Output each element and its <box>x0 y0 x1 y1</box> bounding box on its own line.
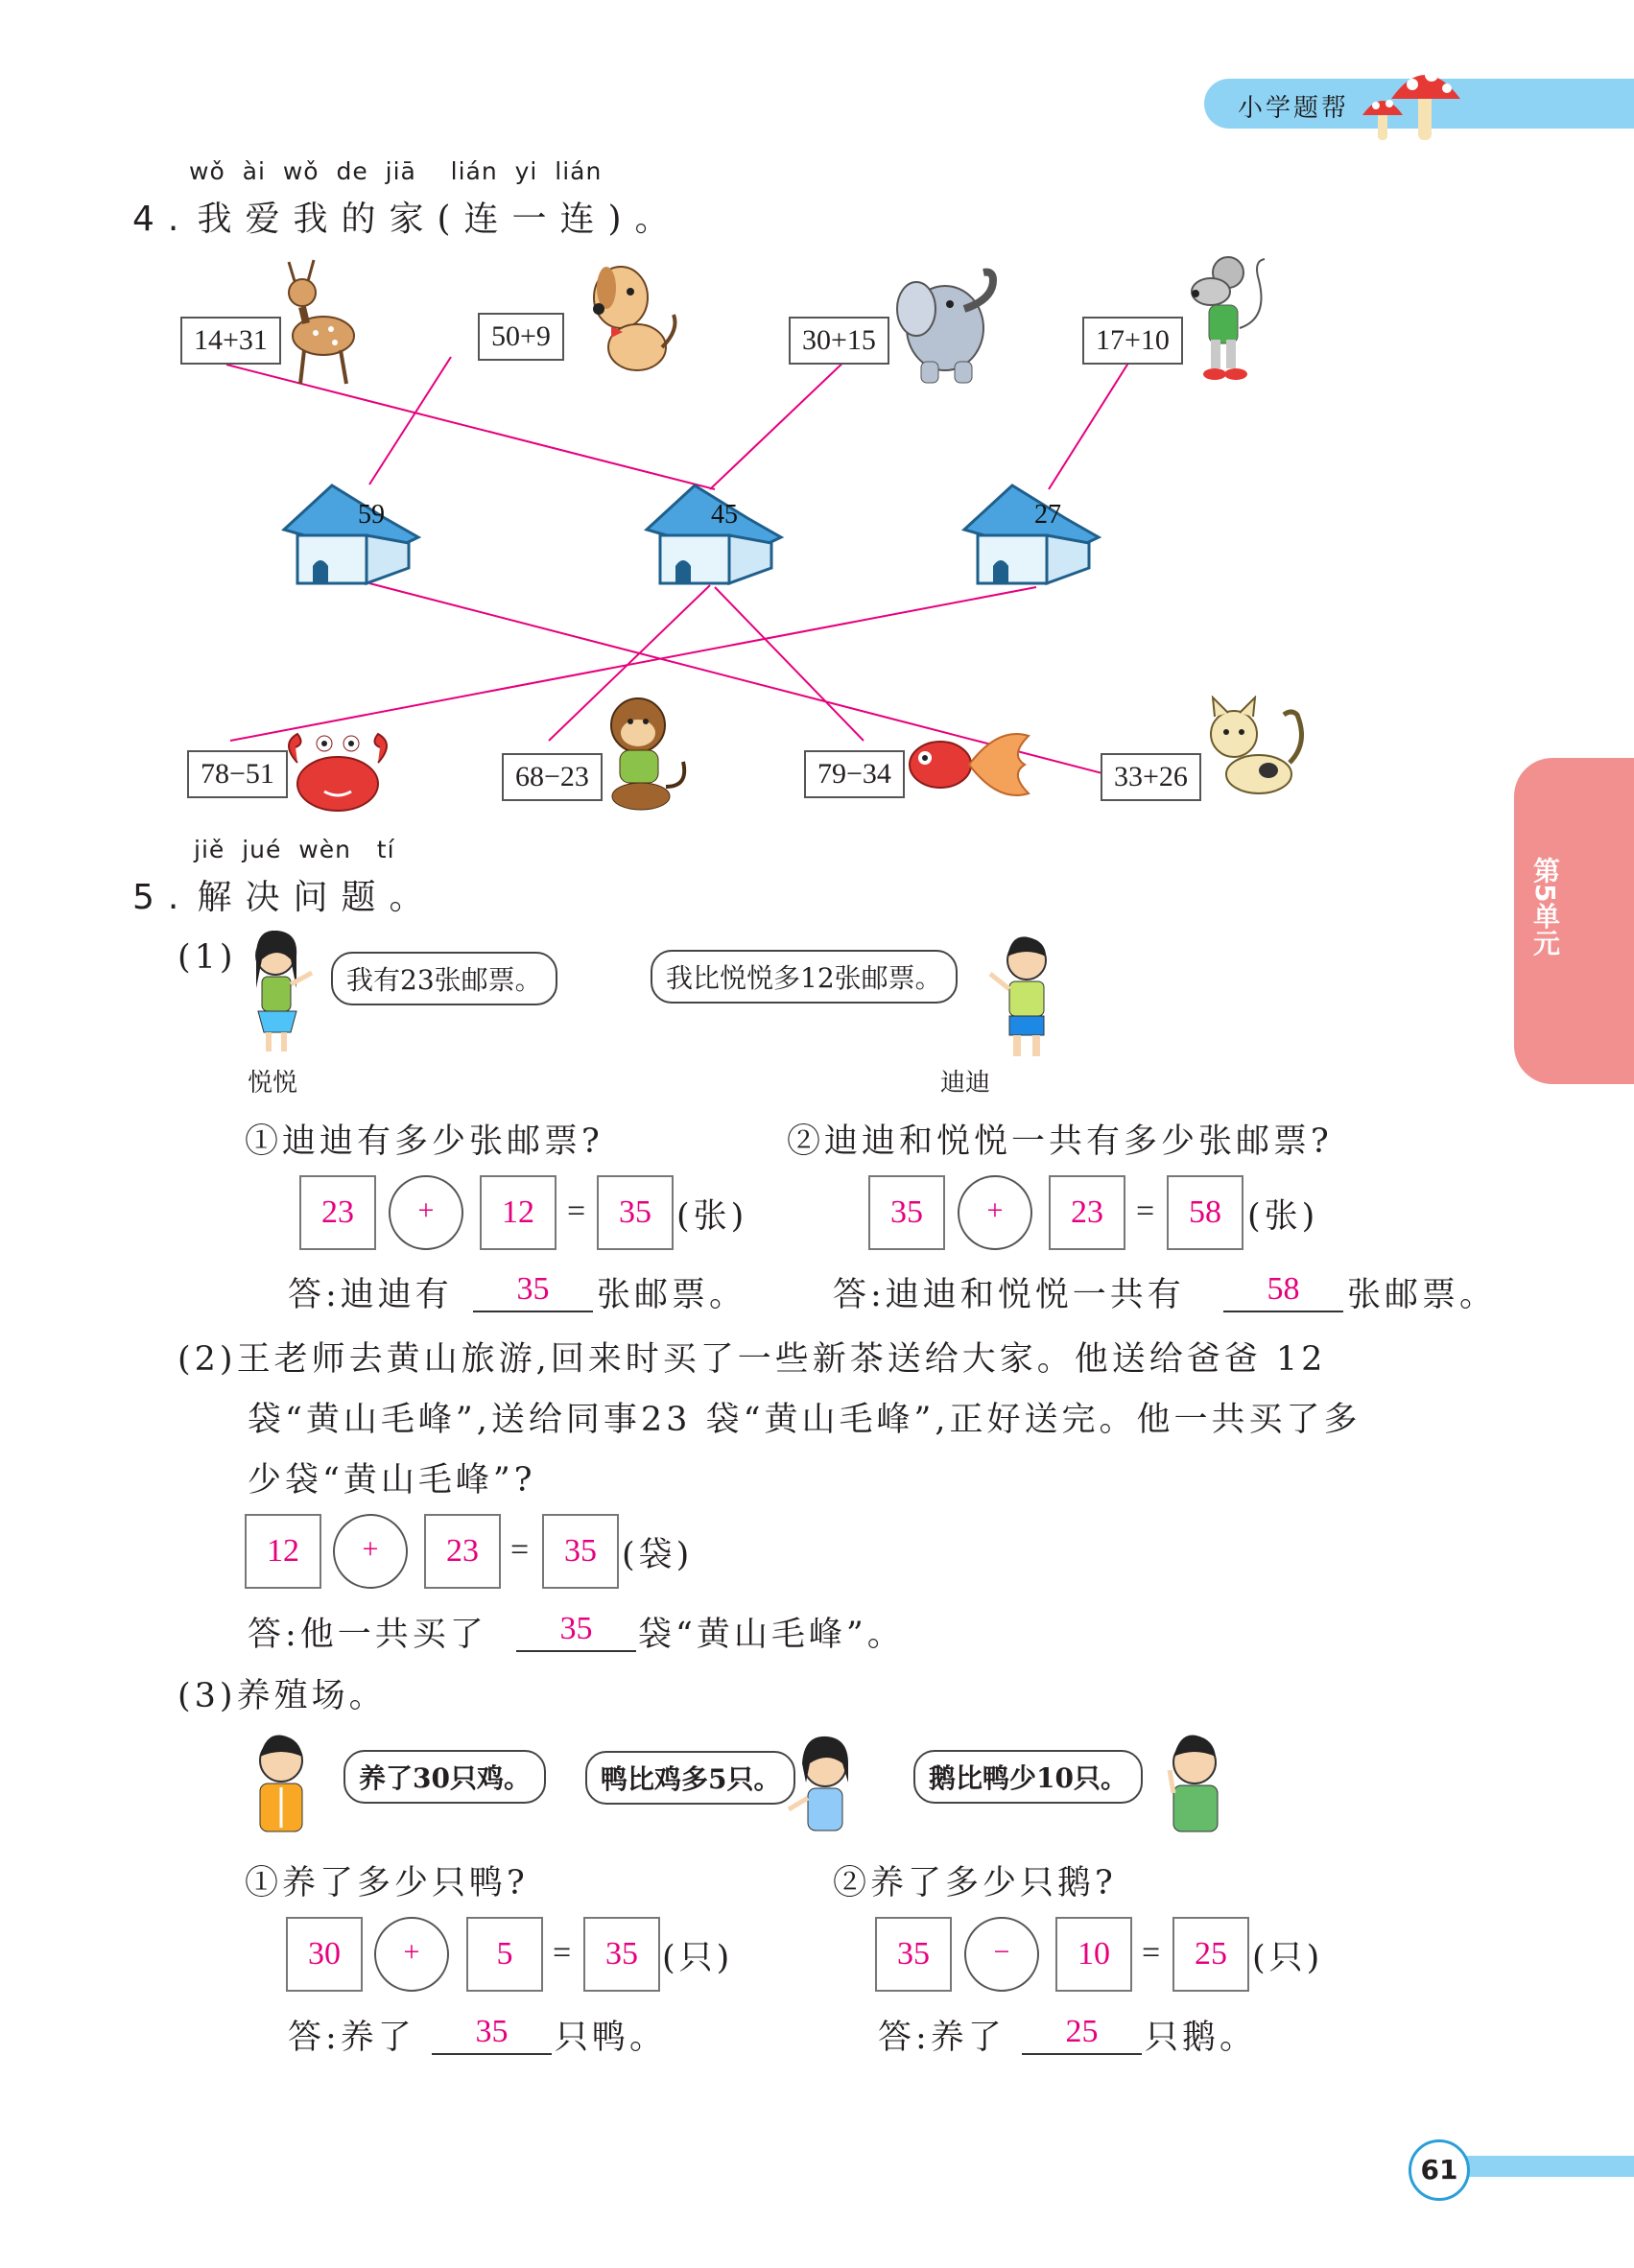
p2-answer-suffix: 袋“黄山毛峰”。 <box>638 1616 905 1654</box>
answer-box-addend[interactable]: 23 <box>1049 1175 1125 1250</box>
brand-title: 小学题帮 <box>1238 94 1350 123</box>
q5-pinyin: jiě jué wèn tí <box>194 836 395 863</box>
boy-character <box>988 935 1065 1065</box>
p3-heading <box>178 1669 387 1717</box>
p1-answer-1-prefix: 答:迪迪有 <box>288 1276 453 1314</box>
answer-box-addend[interactable]: 12 <box>245 1514 321 1589</box>
speech-bubble-boy: 我比悦悦多12张邮票。 <box>651 950 958 1004</box>
answer-blank[interactable]: 58 <box>1223 1268 1343 1312</box>
matching-lines <box>0 0 1634 863</box>
answer-box-addend[interactable]: 23 <box>299 1175 376 1250</box>
match-line <box>715 587 864 741</box>
answer-box-minuend[interactable]: 35 <box>875 1917 952 1992</box>
answer-box-result[interactable]: 35 <box>597 1175 674 1250</box>
p1-answer-2-suffix: 张邮票。 <box>1347 1276 1498 1314</box>
monkey-icon <box>595 691 691 815</box>
equals-sign: = <box>553 1935 572 1971</box>
elephant-icon <box>888 261 1003 386</box>
answer-blank[interactable]: 35 <box>432 2011 552 2055</box>
answer-box-addend[interactable]: 35 <box>868 1175 945 1250</box>
answer-box-result[interactable]: 35 <box>583 1917 660 1992</box>
q4-title: 我爱我的家(连一连)。 <box>197 200 683 239</box>
expr-box-bottom-4[interactable]: 33+26 <box>1101 753 1201 801</box>
answer-box-result[interactable]: 25 <box>1172 1917 1249 1992</box>
unit-label: 第5单元 <box>1529 857 1561 957</box>
house-number-3: 27 <box>1034 500 1061 530</box>
expr-box-top-4[interactable]: 17+10 <box>1082 317 1183 365</box>
expr-box-top-1[interactable]: 14+31 <box>180 317 281 365</box>
house-icon <box>637 480 791 595</box>
answer-circle-operator[interactable]: + <box>958 1175 1032 1250</box>
match-line <box>1049 357 1132 489</box>
answer-box-addend[interactable]: 30 <box>286 1917 363 1992</box>
match-line <box>369 357 451 484</box>
house-icon <box>955 480 1108 595</box>
name-boy: 迪迪 <box>940 1069 991 1098</box>
answer-box-result[interactable]: 58 <box>1167 1175 1243 1250</box>
girl-character <box>785 1735 862 1840</box>
answer-box-addend[interactable]: 23 <box>424 1514 501 1589</box>
p1-answer-1-suffix: 张邮票。 <box>597 1276 747 1314</box>
p1-answer-2-prefix: 答:迪迪和悦悦一共有 <box>833 1276 1185 1314</box>
p3-title: 养殖场。 <box>236 1677 387 1715</box>
equals-sign: = <box>567 1193 586 1229</box>
answer-blank[interactable]: 25 <box>1022 2011 1142 2055</box>
p1-question-2: ②迪迪和悦悦一共有多少张邮票? <box>787 1122 1333 1161</box>
equals-sign: = <box>510 1532 530 1568</box>
answer-box-addend[interactable]: 5 <box>466 1917 543 1992</box>
expr-box-top-2[interactable]: 50+9 <box>478 313 564 361</box>
speech-bubble-2: 鸭比鸡多5只。 <box>585 1751 795 1805</box>
speech-bubble-girl: 我有23张邮票。 <box>331 952 557 1005</box>
answer-box-addend[interactable]: 12 <box>480 1175 557 1250</box>
p3-question-1: ①养了多少只鸭? <box>245 1864 529 1902</box>
p2-line-3: 少袋“黄山毛峰”? <box>248 1461 536 1500</box>
answer-blank[interactable]: 35 <box>516 1608 636 1652</box>
p2-answer-prefix: 答:他一共买了 <box>248 1616 487 1654</box>
name-girl: 悦悦 <box>248 1069 298 1098</box>
goldfish-icon <box>902 721 1036 808</box>
q5-number: 5. <box>132 878 193 917</box>
boy-character <box>245 1732 321 1837</box>
expr-box-bottom-1[interactable]: 78−51 <box>187 750 288 798</box>
match-line <box>710 357 849 489</box>
p3-answer-2-suffix: 只鹅。 <box>1145 2019 1258 2057</box>
cat-icon <box>1199 696 1305 806</box>
girl-character <box>245 931 317 1055</box>
p3-answer-2-prefix: 答:养了 <box>878 2019 1006 2057</box>
p2-line-2: 袋“黄山毛峰”,送给同事23 袋“黄山毛峰”,正好送完。他一共买了多 <box>248 1401 1362 1439</box>
speech-bubble-3: 鹅比鸭少10只。 <box>913 1750 1143 1804</box>
p3-answer-1-prefix: 答:养了 <box>288 2019 415 2057</box>
answer-box-result[interactable]: 35 <box>542 1514 619 1589</box>
unit-label: (只) <box>662 1939 734 1977</box>
q5-heading <box>132 870 437 919</box>
p2-line-1: (2)王老师去黄山旅游,回来时买了一些新茶送给大家。他送给爸爸 12 <box>178 1340 1327 1379</box>
p3-label: (3) <box>178 1677 237 1715</box>
speech-bubble-1: 养了30只鸡。 <box>343 1750 546 1804</box>
equals-sign: = <box>1136 1193 1155 1229</box>
boy-character <box>1156 1732 1238 1837</box>
answer-circle-operator[interactable]: + <box>333 1514 408 1589</box>
p1-question-1: ①迪迪有多少张邮票? <box>245 1122 604 1161</box>
mouse-icon <box>1172 251 1278 386</box>
p3-answer-1-suffix: 只鸭。 <box>555 2019 668 2057</box>
expr-box-bottom-2[interactable]: 68−23 <box>502 753 603 801</box>
q5-title: 解决问题。 <box>197 878 438 917</box>
unit-label: (张) <box>1247 1197 1319 1236</box>
house-icon <box>274 480 428 595</box>
dog-icon <box>578 251 683 381</box>
p3-question-2: ②养了多少只鹅? <box>833 1864 1117 1902</box>
house-number-2: 45 <box>711 500 738 530</box>
q4-number: 4. <box>132 200 193 239</box>
answer-circle-operator[interactable]: + <box>389 1175 463 1250</box>
p2-label: (2) <box>178 1340 237 1379</box>
house-number-1: 59 <box>358 500 385 530</box>
unit-label: (只) <box>1252 1939 1324 1977</box>
answer-circle-operator[interactable]: − <box>964 1917 1039 1992</box>
deer-icon <box>273 254 369 389</box>
answer-blank[interactable]: 35 <box>473 1268 593 1312</box>
page-number: 61 <box>1409 2139 1470 2201</box>
expr-box-top-3[interactable]: 30+15 <box>789 317 889 365</box>
expr-box-bottom-3[interactable]: 79−34 <box>804 750 905 798</box>
q4-pinyin: wǒ ài wǒ de jiā lián yi lián <box>189 157 603 185</box>
p1-label: (1) <box>178 938 237 977</box>
answer-circle-operator[interactable]: + <box>374 1917 449 1992</box>
crab-icon <box>278 724 398 820</box>
equals-sign: = <box>1142 1935 1161 1971</box>
unit-label: (袋) <box>622 1536 694 1574</box>
answer-box-subtrahend[interactable]: 10 <box>1055 1917 1132 1992</box>
unit-label: (张) <box>676 1197 748 1236</box>
